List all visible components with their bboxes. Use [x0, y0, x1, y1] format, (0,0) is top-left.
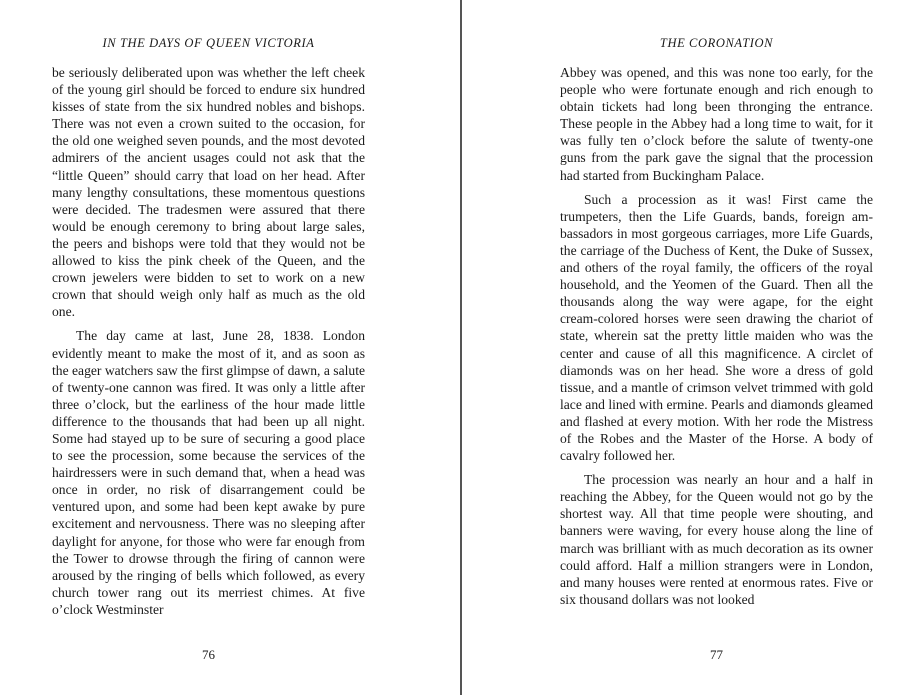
right-page-number: 77	[710, 647, 723, 662]
left-page	[0, 0, 461, 695]
left-body-text	[52, 64, 365, 618]
left-running-head: IN THE DAYS OF QUEEN VICTORIA	[102, 36, 315, 50]
left-paragraph-2: The day came at last, June 28, 1838. London evidently meant to make the most of it, and as soon as the eager watchers saw the first glimpse of dawn, a salute of twenty-one cannon was fired. It was only a little after three o’clock, but the earliness of the hour made little difference to the thousands that had been up all night. Some had stayed up to be sure of securing a good place to see the procession, some because the services of the hairdressers were in such demand that, when a head was once in order, no risk of disarrangement could be ventured upon, and some had been kept awake by pure excitement and nervousness. There was no sleeping after daylight for anyone, for those who were far enough from the Tower to drowse through the firing of cannon were aroused by the ringing of bells which followed, as every church tower rang out its merriest chimes. At five o’clock Westminster	[52, 328, 365, 617]
right-page	[463, 0, 924, 695]
gutter-divider	[460, 0, 462, 695]
right-paragraph-3: The procession was nearly an hour and a half in reaching the Abbey, for the Queen would not go by the shortest way. All that time people were shouting, and banners were waving, for every house along the line of march was brilliant with as much decoration as its owner could afford. Half a million strangers were in London, and many houses were rented at enormous rates. Five or six thousand dollars was not looked	[560, 472, 873, 607]
right-paragraph-1: Abbey was opened, and this was none too early, for the people who were fortunate enough and rich enough to obtain tickets had long been thronging the entrance. These people in the Abbey had a long time to wait, for it was fully ten o’clock before the salute of twenty-one guns from the park gave the signal that the procession had started from Buckingham Palace.	[560, 65, 873, 183]
left-paragraph-1: be seriously deliberated upon was whether the left cheek of the young girl should be forced to endure six hundred kisses of state from the six hundred nobles and bishops. There was not even a crown suited to the occasion, for the old one weighed seven pounds, and the most devoted admirers of the ancient usages could not ask that the “little Queen” should carry that load on her head. After many lengthy consultations, these momentous questions were decided. The tradesmen were assured that there would be enough ceremony to bring about large sales, the peers and bishops were told that they would not be allowed to kiss the pink cheek of the Queen, and the crown jewelers were bidden to set to work on a new crown that should weigh only half as much as the old one.	[52, 65, 365, 320]
left-page-number: 76	[202, 647, 215, 662]
right-running-head: THE CORONATION	[659, 36, 774, 50]
right-paragraph-2: Such a procession as it was! First came the trumpeters, then the Life Guards, bands, foreign ambassadors in most gorgeous carriages, more Life Guards, the carriage of the Duchess of Kent, the Duke of Sussex, and others of the royal family, the officers of the royal household, and the Yeomen of the Guard. Then all the thousands along the way were agape, for the eight cream-colored horses were seen drawing the chariot of state, wherein sat the pretty little maiden who was the center and cause of all this magnificence. A circlet of diamonds was on her head. She wore a dress of gold tissue, and a mantle of crimson velvet trimmed with gold lace and lined with ermine. Pearls and diamonds gleamed and flashed at every motion. With her rode the Mistress of the Robes and the Master of the Horse. A body of cavalry followed her.	[560, 191, 873, 464]
right-body-text	[560, 64, 873, 608]
